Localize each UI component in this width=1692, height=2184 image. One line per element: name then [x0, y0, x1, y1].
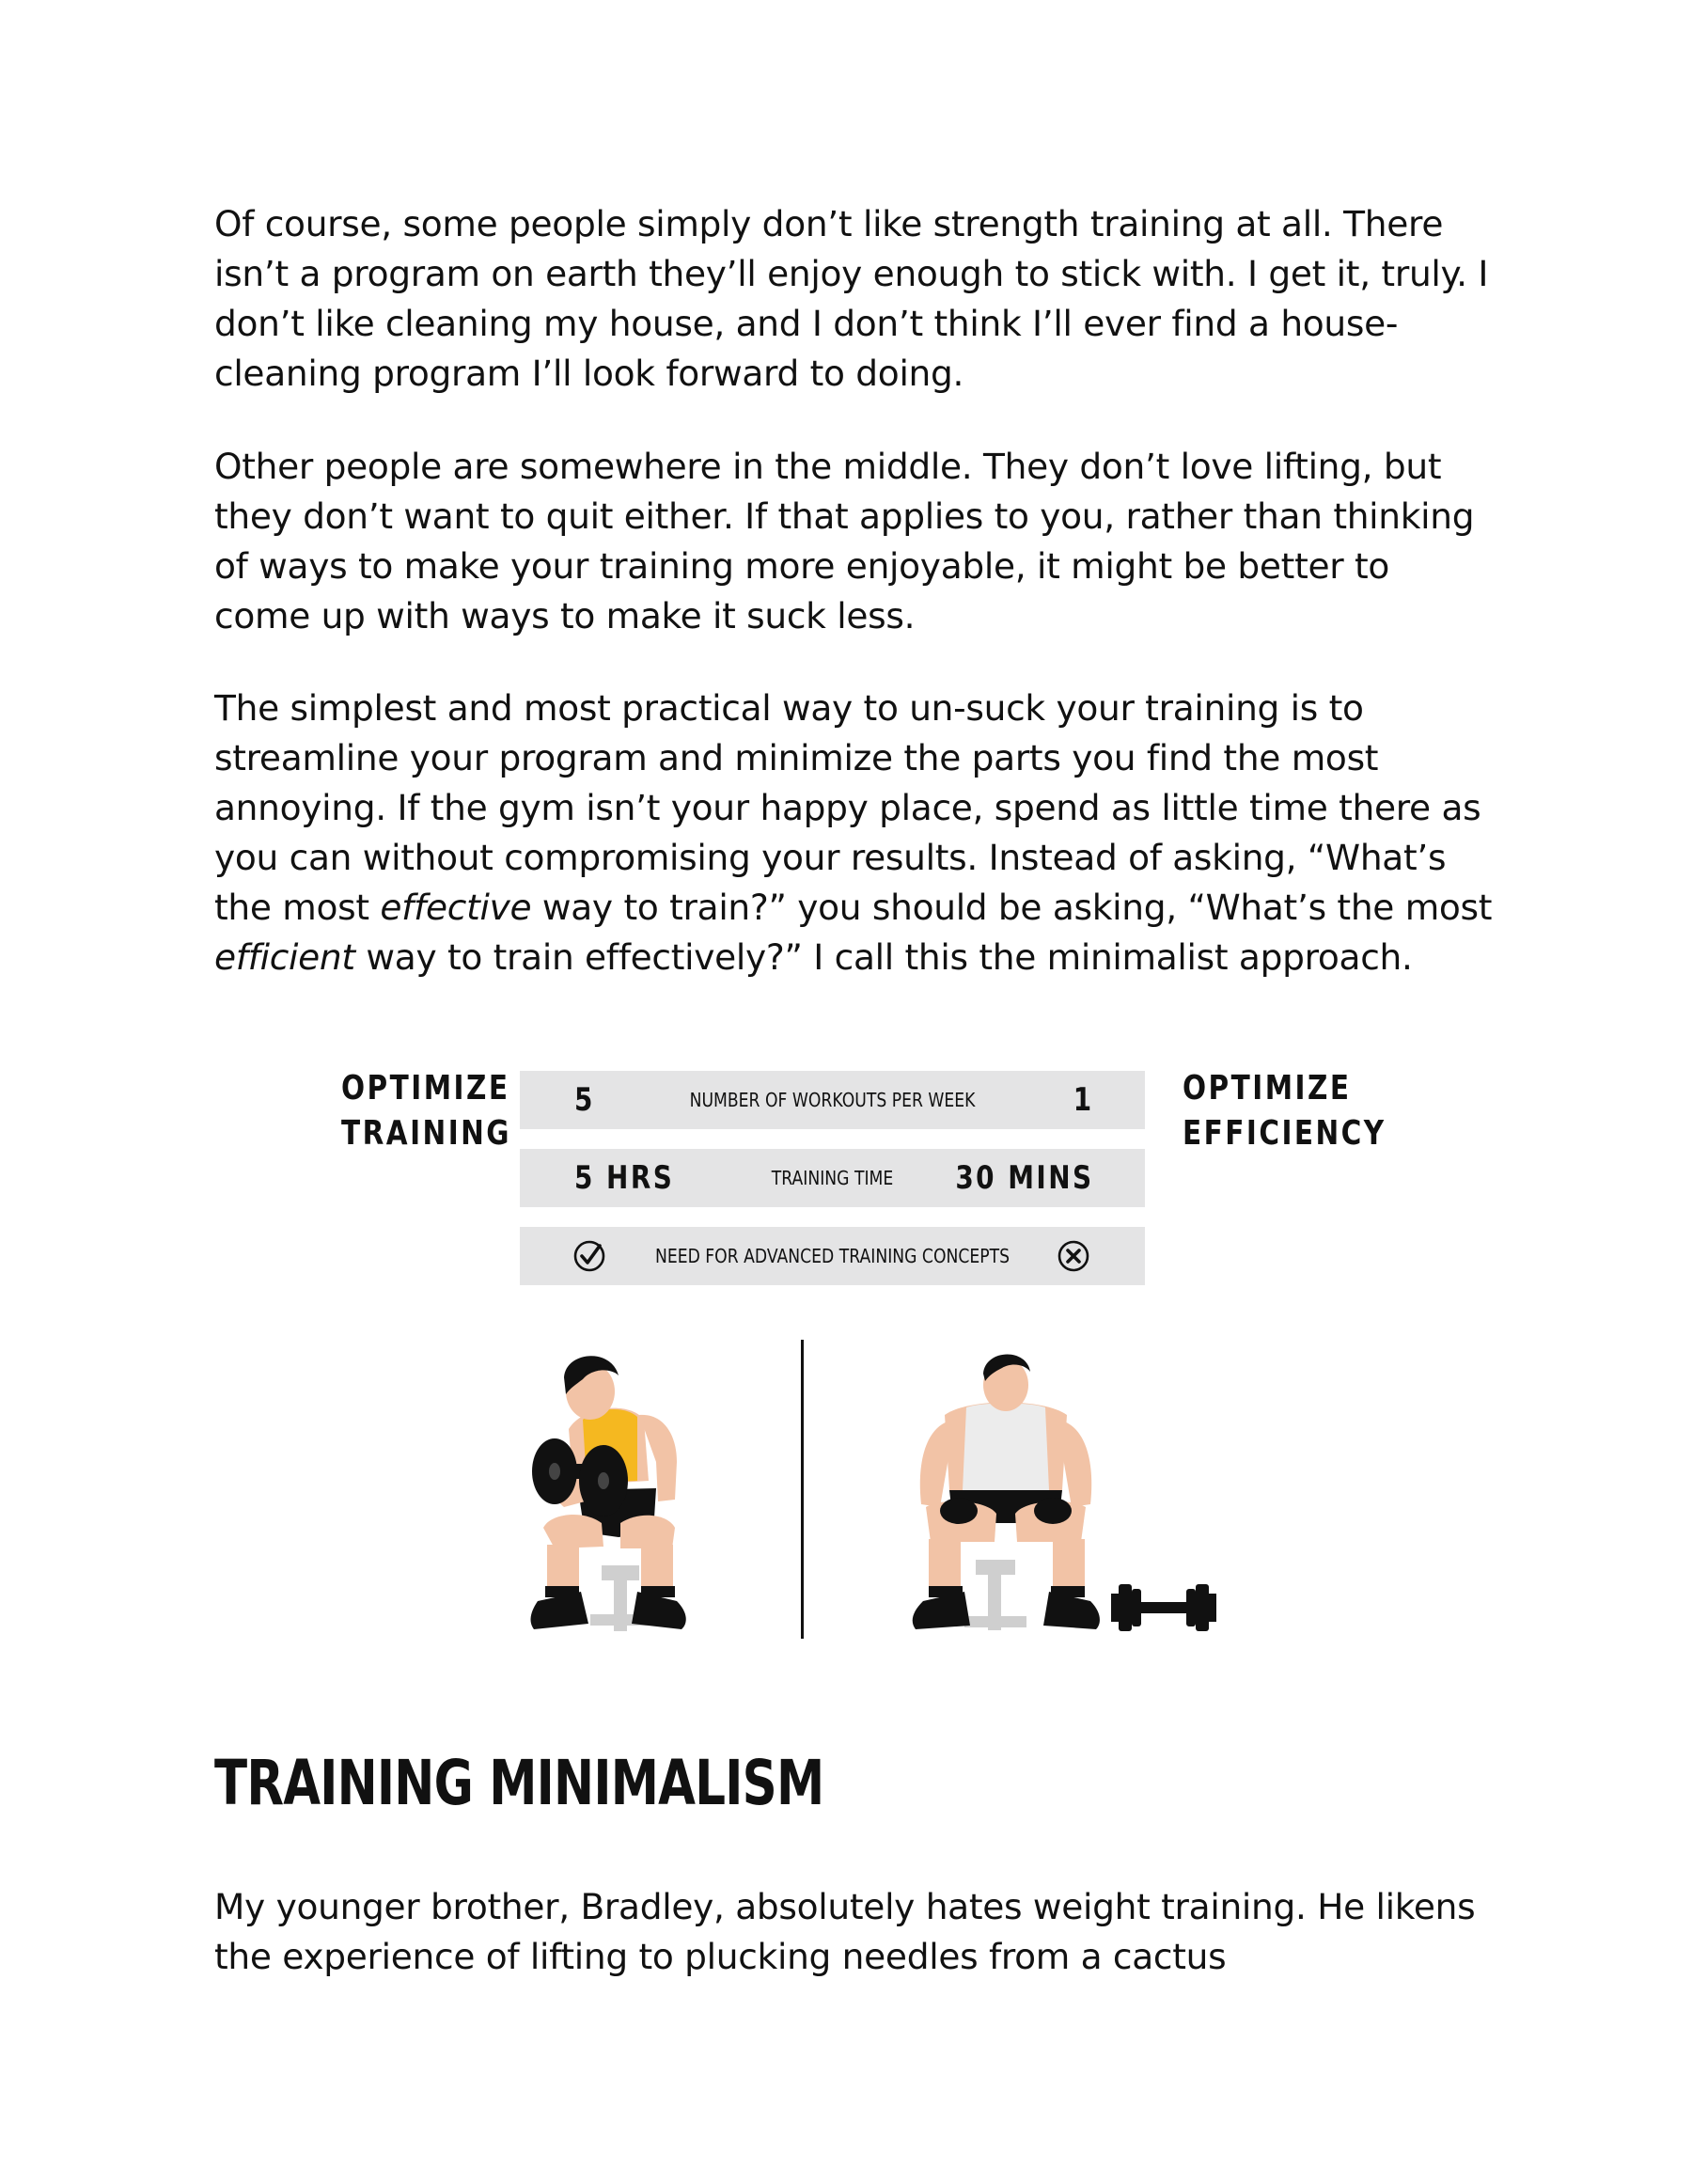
paragraph-3-text	[214, 683, 1493, 982]
advanced-concepts-row-label: NEED FOR ADVANCED TRAINING CONCEPTS	[654, 1245, 1010, 1267]
man-curling-dumbbell-icon	[531, 1356, 686, 1631]
paragraph-1	[214, 199, 1493, 399]
optimize-training-label	[341, 1066, 511, 1156]
divider-line	[801, 1340, 804, 1639]
paragraph-4-text: My younger brother, Bradley, absolutely hates weight training. He likens the experience of lifting to plucking needles from a cactus	[214, 1886, 1476, 1977]
man-resting-dumbbell-on-floor-icon	[913, 1354, 1216, 1631]
comparison-row-advanced-concepts	[520, 1227, 1145, 1285]
paragraph-2-text: Other people are somewhere in the middle. They don’t love lifting, but they don’t want to quit either. If that applies to you, rather than thinking of ways to make your training more enjoyable, it might be better to come up with ways to make it suck less.	[214, 446, 1475, 636]
emphasis-effective: effective	[380, 887, 532, 928]
optimize-efficiency-label	[1183, 1066, 1386, 1156]
time-training-value: 5 HRS	[574, 1159, 675, 1197]
paragraph-3-part-1: The simplest and most practical way to un-suck your training is to streamline your program and minimize the parts you find the most annoying. If the gym isn’t your happy place, spend as little time there as you can without compromising your results. Instead of asking, “What’s the most	[214, 687, 1481, 928]
time-efficiency-value: 30 MINS	[955, 1159, 1094, 1197]
paragraph-3-part-2: way to train?” you should be asking, “What’s the most	[531, 887, 1493, 928]
section-heading: TRAINING MINIMALISM	[214, 1747, 824, 1819]
paragraph-4	[214, 1882, 1493, 1982]
paragraph-3-part-3: way to train effectively?” I call this the minimalist approach.	[354, 936, 1413, 978]
emphasis-efficient: efficient	[214, 936, 355, 978]
comparison-row-training-time	[520, 1149, 1145, 1207]
lifting-comparison-illustration	[526, 1340, 1241, 1669]
paragraph-1-text: Of course, some people simply don’t like strength training at all. There isn’t a program on earth they’ll enjoy enough to stick with. I get it, truly. I don’t like cleaning my house, and I don’t think I’ll ever find a house-cleaning program I’ll look forward to doing.	[214, 203, 1489, 394]
paragraph-2	[214, 442, 1493, 641]
workouts-row-label: NUMBER OF WORKOUTS PER WEEK	[689, 1089, 976, 1111]
left-label-line-2: TRAINING	[341, 1114, 512, 1153]
time-row-label: TRAINING TIME	[771, 1167, 894, 1189]
paragraph-3	[214, 683, 1493, 982]
comparison-row-workouts	[520, 1071, 1145, 1129]
right-label-line-1: OPTIMIZE	[1183, 1069, 1352, 1108]
workouts-efficiency-value: 1	[1073, 1081, 1094, 1119]
left-label-line-1: OPTIMIZE	[341, 1069, 510, 1108]
workouts-training-value: 5	[574, 1081, 595, 1119]
x-circle-icon	[1057, 1239, 1090, 1273]
right-label-line-2: EFFICIENCY	[1183, 1114, 1386, 1153]
